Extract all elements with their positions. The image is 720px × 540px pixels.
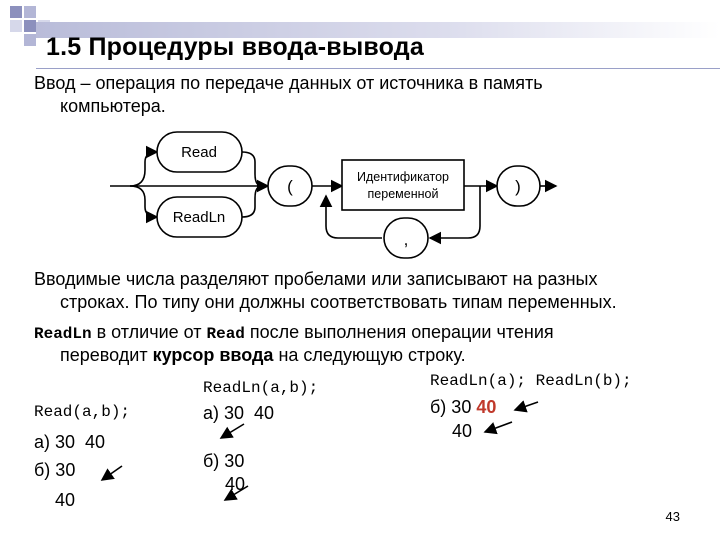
example-readln-b: б) 30 — [203, 451, 245, 471]
close-paren: ) — [515, 177, 521, 196]
example-read-b2: 40 — [55, 490, 76, 510]
example-readln2-b2: 40 — [452, 421, 473, 441]
page-title: 1.5 Процедуры ввода-вывода — [46, 33, 424, 61]
example-readln-a: а) 30 40 — [203, 403, 275, 423]
para-text: на следующую строку. — [273, 345, 466, 365]
cursor-term: курсор ввода — [152, 345, 274, 365]
comma-symbol: , — [403, 230, 409, 249]
example-readln2-code: ReadLn(a); ReadLn(b); — [430, 372, 632, 390]
cursor-arrow-icon — [515, 402, 538, 410]
example-readln-b2: 40 — [225, 474, 246, 494]
para-text: после выполнения операции чтения — [244, 322, 554, 342]
example-readln-code: ReadLn(a,b); — [203, 379, 319, 397]
readln-keyword: ReadLn — [172, 209, 226, 226]
identifier-label-1: Идентификатор — [356, 170, 450, 184]
para-text: переводит — [60, 345, 153, 365]
open-paren: ( — [287, 177, 293, 196]
cursor-arrow-icon — [485, 422, 512, 432]
identifier-label-2: переменной — [367, 187, 439, 201]
cursor-arrow-icon — [225, 486, 248, 500]
intro-line-2: компьютера. — [60, 96, 166, 116]
example-readln2-b-text: б) 30 — [430, 397, 477, 417]
para-text: в отличие от — [91, 322, 207, 342]
example-read-a: а) 30 40 — [34, 432, 106, 452]
highlight-value: 40 — [476, 397, 497, 417]
para-line-1: Вводимые числа разделяют пробелами или записывают на разных — [34, 269, 598, 289]
read-keyword: Read — [181, 144, 217, 161]
page-number: 43 — [665, 509, 680, 524]
intro-line-1: Ввод – операция по передаче данных от источника в память — [34, 73, 543, 93]
code-readln: ReadLn — [34, 325, 92, 343]
para-line-2: строках. По типу они должны соответствовать типам переменных. — [60, 292, 617, 312]
code-read: Read — [206, 325, 245, 343]
cursor-arrow-icon — [102, 466, 122, 480]
example-read-b: б) 30 — [34, 460, 76, 480]
example-read-code: Read(a,b); — [34, 403, 131, 421]
cursor-arrow-icon — [221, 424, 244, 438]
